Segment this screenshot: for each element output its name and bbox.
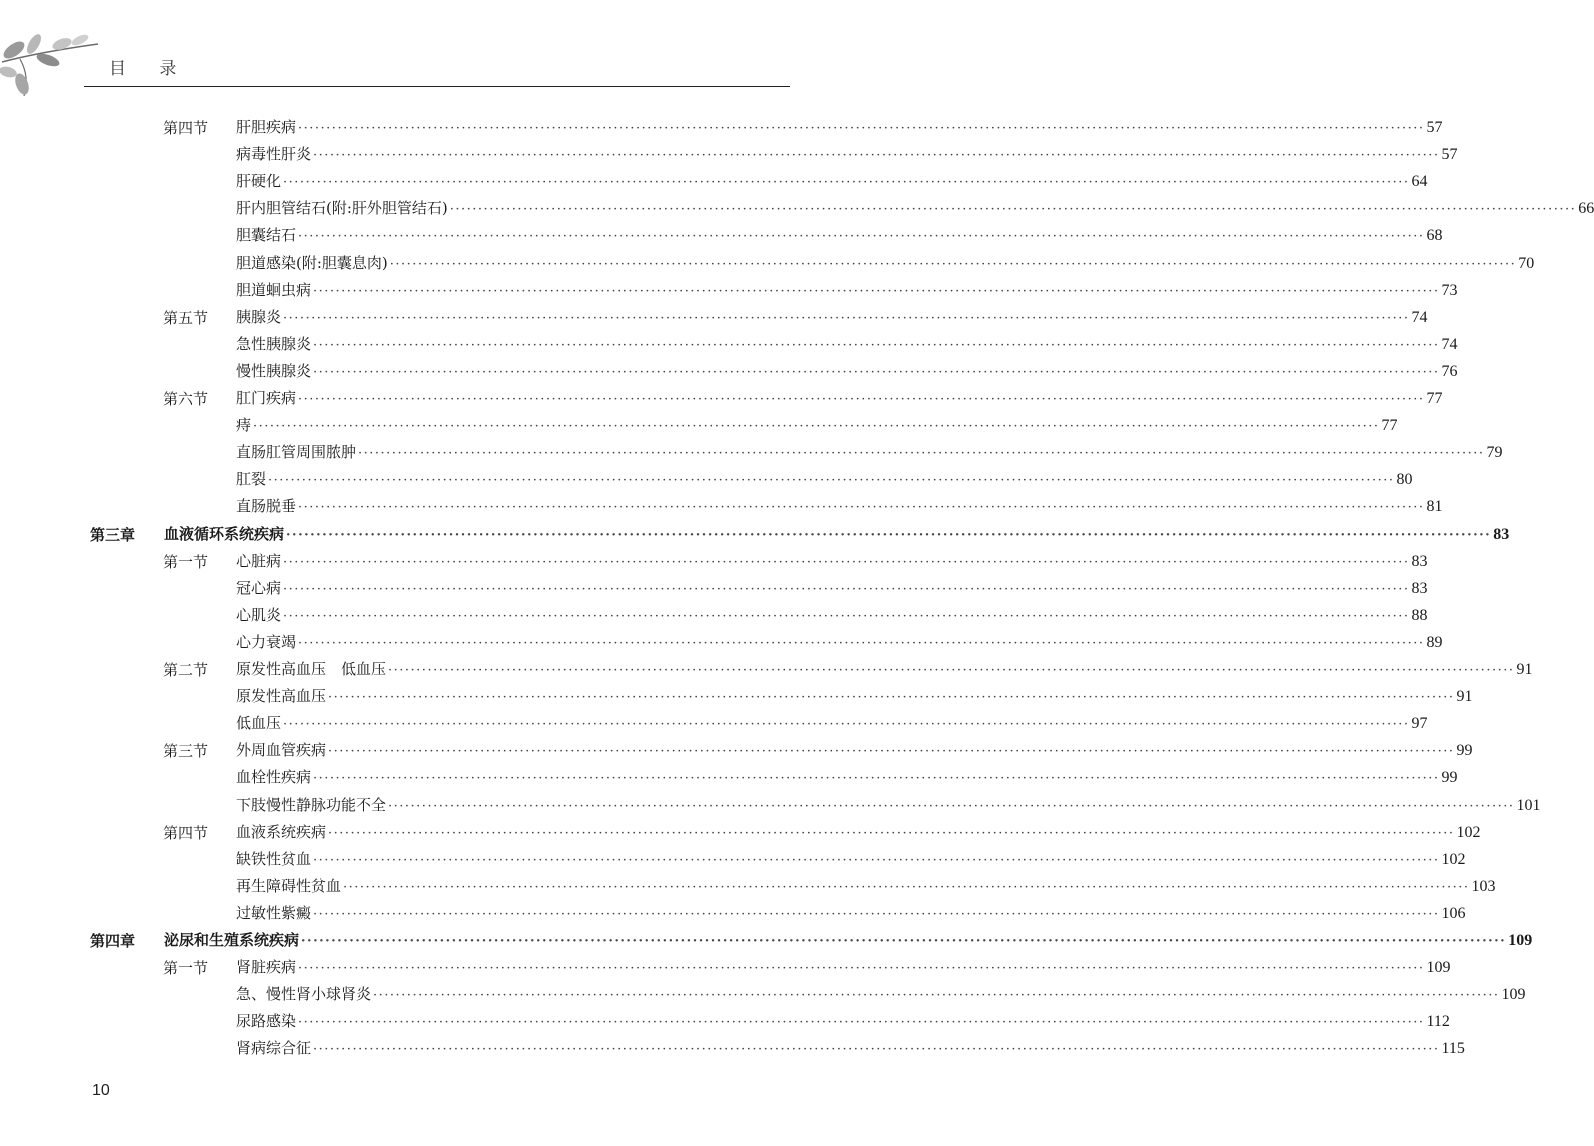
dot-leader: ········································································································································································································ xyxy=(358,446,1485,461)
toc-entry-title: 胰腺炎 xyxy=(236,308,282,326)
toc-entry-page: 89 xyxy=(1426,634,1443,651)
toc-entry-title: 慢性胰腺炎 xyxy=(236,362,312,380)
toc-entry-title: 肝硬化 xyxy=(236,172,282,190)
dot-leader: ········································································································································································································ xyxy=(286,528,1492,543)
toc-entry-title: 原发性高血压 低血压 xyxy=(236,660,387,678)
dot-leader: ········································································································································································································ xyxy=(389,257,1517,272)
dot-leader: ········································································································································································································ xyxy=(328,690,1455,705)
toc-entry-page: 115 xyxy=(1441,1040,1465,1057)
toc-entry-page: 57 xyxy=(1441,146,1458,163)
toc-entry-item[interactable] xyxy=(236,983,1526,1005)
page-number: 10 xyxy=(92,1082,110,1099)
toc-entry-section[interactable] xyxy=(236,550,1428,572)
toc-entry-page: 73 xyxy=(1441,282,1458,299)
toc-entry-item[interactable] xyxy=(236,333,1458,355)
toc-entry-chapter[interactable] xyxy=(164,523,1510,545)
section-number: 第四节 xyxy=(163,824,209,842)
toc-entry-item[interactable] xyxy=(236,848,1466,870)
toc-entry-page: 103 xyxy=(1471,878,1496,895)
section-number: 第一节 xyxy=(163,553,209,571)
toc-entry-item[interactable] xyxy=(236,495,1443,517)
toc-entry-page: 81 xyxy=(1426,498,1443,515)
toc-entry-item[interactable] xyxy=(236,1010,1450,1032)
toc-entry-item[interactable] xyxy=(236,604,1428,626)
chapter-number: 第三章 xyxy=(90,526,136,544)
toc-entry-chapter[interactable] xyxy=(164,929,1533,951)
toc-entry-item[interactable] xyxy=(236,441,1503,463)
toc-entry-title: 急、慢性肾小球肾炎 xyxy=(236,985,372,1003)
dot-leader: ········································································································································································································ xyxy=(253,419,1380,434)
dot-leader: ········································································································································································································ xyxy=(298,229,1425,244)
toc-entry-section[interactable] xyxy=(236,116,1443,138)
toc-entry-item[interactable] xyxy=(236,577,1428,599)
dot-leader: ········································································································································································································ xyxy=(298,121,1425,136)
dot-leader: ········································································································································································································ xyxy=(449,202,1577,217)
dot-leader: ········································································································································································································ xyxy=(313,853,1440,868)
toc-entry-page: 91 xyxy=(1516,661,1533,678)
dot-leader: ········································································································································································································ xyxy=(313,771,1440,786)
dot-leader: ········································································································································································································ xyxy=(313,1042,1440,1057)
toc-entry-page: 109 xyxy=(1426,959,1451,976)
toc-entry-item[interactable] xyxy=(236,794,1541,816)
toc-entry-page: 102 xyxy=(1441,851,1466,868)
toc-entry-item[interactable] xyxy=(236,631,1443,653)
toc-entry-title: 外周血管疾病 xyxy=(236,741,327,759)
toc-entry-title: 肛门疾病 xyxy=(236,389,297,407)
toc-entry-page: 74 xyxy=(1441,336,1458,353)
toc-entry-page: 106 xyxy=(1441,905,1466,922)
dot-leader: ········································································································································································································ xyxy=(283,609,1410,624)
toc-entry-page: 77 xyxy=(1426,390,1443,407)
toc-entry-section[interactable] xyxy=(236,658,1533,680)
toc-entry-title: 血栓性疾病 xyxy=(236,768,312,786)
toc-entry-section[interactable] xyxy=(236,306,1428,328)
toc-entry-page: 57 xyxy=(1426,119,1443,136)
toc-entry-title: 肝内胆管结石(附:肝外胆管结石) xyxy=(236,199,448,217)
toc-entry-page: 83 xyxy=(1493,526,1510,543)
toc-entry-page: 79 xyxy=(1486,444,1503,461)
dot-leader: ········································································································································································································ xyxy=(283,311,1410,326)
toc-entry-title: 痔 xyxy=(236,416,252,434)
dot-leader: ········································································································································································································ xyxy=(328,744,1455,759)
toc-entry-item[interactable] xyxy=(236,468,1413,490)
toc-entry-section[interactable] xyxy=(236,956,1451,978)
toc-entry-page: 76 xyxy=(1441,363,1458,380)
toc-entry-item[interactable] xyxy=(236,1037,1465,1059)
dot-leader: ········································································································································································································ xyxy=(313,284,1440,299)
dot-leader: ········································································································································································································ xyxy=(388,663,1515,678)
toc-entry-item[interactable] xyxy=(236,252,1535,274)
dot-leader: ········································································································································································································ xyxy=(283,582,1410,597)
toc-entry-item[interactable] xyxy=(236,902,1466,924)
toc-entry-page: 112 xyxy=(1426,1013,1450,1030)
toc-entry-title: 胆囊结石 xyxy=(236,226,297,244)
dot-leader: ········································································································································································································ xyxy=(298,1015,1425,1030)
toc-entry-title: 肛裂 xyxy=(236,470,267,488)
toc-entry-item[interactable] xyxy=(236,712,1428,734)
dot-leader: ········································································································································································································ xyxy=(298,961,1425,976)
dot-leader: ········································································································································································································ xyxy=(283,717,1410,732)
section-number: 第一节 xyxy=(163,959,209,977)
dot-leader: ········································································································································································································ xyxy=(388,799,1515,814)
toc-entry-title: 原发性高血压 xyxy=(236,687,327,705)
dot-leader: ········································································································································································································ xyxy=(313,907,1440,922)
toc-entry-page: 91 xyxy=(1456,688,1473,705)
toc-entry-page: 83 xyxy=(1411,553,1428,570)
toc-entry-title: 心力衰竭 xyxy=(236,633,297,651)
toc-entry-page: 101 xyxy=(1516,797,1541,814)
toc-entry-item[interactable] xyxy=(236,685,1473,707)
toc-entry-title: 急性胰腺炎 xyxy=(236,335,312,353)
toc-entry-title: 过敏性紫癜 xyxy=(236,904,312,922)
toc-entry-item[interactable] xyxy=(236,414,1398,436)
toc-entry-title: 直肠肛管周围脓肿 xyxy=(236,443,357,461)
toc-entry-title: 肝胆疾病 xyxy=(236,118,297,136)
dot-leader: ········································································································································································································ xyxy=(298,636,1425,651)
toc-entry-title: 胆道感染(附:胆囊息肉) xyxy=(236,254,388,272)
toc-entry-page: 68 xyxy=(1426,227,1443,244)
chapter-number: 第四章 xyxy=(90,932,136,950)
section-number: 第六节 xyxy=(163,390,209,408)
header-rule xyxy=(84,86,790,87)
dot-leader: ········································································································································································································ xyxy=(313,365,1440,380)
toc-entry-section[interactable] xyxy=(236,739,1473,761)
toc-entry-page: 99 xyxy=(1456,742,1473,759)
toc-entry-item[interactable] xyxy=(236,170,1428,192)
dot-leader: ········································································································································································································ xyxy=(328,826,1455,841)
page-header xyxy=(0,0,800,100)
toc-entry-section[interactable] xyxy=(236,821,1481,843)
toc-entry-title: 心肌炎 xyxy=(236,606,282,624)
dot-leader: ········································································································································································································ xyxy=(283,555,1410,570)
toc-entry-item[interactable] xyxy=(236,143,1458,165)
toc-entry-page: 99 xyxy=(1441,769,1458,786)
section-number: 第五节 xyxy=(163,309,209,327)
toc-entry-title: 病毒性肝炎 xyxy=(236,145,312,163)
toc-entry-title: 尿路感染 xyxy=(236,1012,297,1030)
toc-entry-title: 缺铁性贫血 xyxy=(236,850,312,868)
toc-entry-page: 88 xyxy=(1411,607,1428,624)
toc-entry-title: 直肠脱垂 xyxy=(236,497,297,515)
section-number: 第四节 xyxy=(163,119,209,137)
toc-entry-title: 低血压 xyxy=(236,714,282,732)
dot-leader: ········································································································································································································ xyxy=(373,988,1500,1003)
toc-entry-page: 66 xyxy=(1578,200,1594,217)
toc-entry-title: 胆道蛔虫病 xyxy=(236,281,312,299)
dot-leader: ········································································································································································································ xyxy=(283,175,1410,190)
toc-entry-title: 再生障碍性贫血 xyxy=(236,877,342,895)
leaf-branch-icon xyxy=(0,22,100,102)
dot-leader: ········································································································································································································ xyxy=(313,338,1440,353)
toc-entry-item[interactable] xyxy=(236,279,1458,301)
toc-entry-page: 64 xyxy=(1411,173,1428,190)
toc-entry-title: 肾脏疾病 xyxy=(236,958,297,976)
toc-entry-item[interactable] xyxy=(236,766,1458,788)
dot-leader: ········································································································································································································ xyxy=(298,392,1425,407)
dot-leader: ········································································································································································································ xyxy=(298,500,1425,515)
toc-entry-page: 102 xyxy=(1456,824,1481,841)
section-number: 第二节 xyxy=(163,661,209,679)
toc-entry-title: 下肢慢性静脉功能不全 xyxy=(236,796,387,814)
toc-entry-title: 血液系统疾病 xyxy=(236,823,327,841)
toc-entry-page: 109 xyxy=(1508,932,1533,949)
toc-entry-title: 冠心病 xyxy=(236,579,282,597)
toc-entry-section[interactable] xyxy=(236,387,1443,409)
toc-entry-page: 109 xyxy=(1501,986,1526,1003)
section-number: 第三节 xyxy=(163,742,209,760)
toc-entry-title: 血液循环系统疾病 xyxy=(164,525,285,543)
toc-entry-title: 肾病综合征 xyxy=(236,1039,312,1057)
toc-entry-item[interactable] xyxy=(236,360,1458,382)
toc-entry-item[interactable] xyxy=(236,224,1443,246)
toc-entry-page: 70 xyxy=(1518,255,1535,272)
toc-entry-title: 泌尿和生殖系统疾病 xyxy=(164,931,300,949)
dot-leader: ········································································································································································································ xyxy=(313,148,1440,163)
dot-leader: ········································································································································································································ xyxy=(301,934,1507,949)
toc-entry-page: 80 xyxy=(1396,471,1413,488)
toc-entry-item[interactable] xyxy=(236,875,1496,897)
toc-entry-item[interactable] xyxy=(236,197,1594,219)
toc-entry-page: 77 xyxy=(1381,417,1398,434)
toc-entry-title: 心脏病 xyxy=(236,552,282,570)
toc-entry-page: 97 xyxy=(1411,715,1428,732)
dot-leader: ········································································································································································································ xyxy=(343,880,1470,895)
toc-entry-page: 83 xyxy=(1411,580,1428,597)
dot-leader: ········································································································································································································ xyxy=(268,473,1395,488)
toc-entry-page: 74 xyxy=(1411,309,1428,326)
header-title: 目 录 xyxy=(109,59,191,79)
